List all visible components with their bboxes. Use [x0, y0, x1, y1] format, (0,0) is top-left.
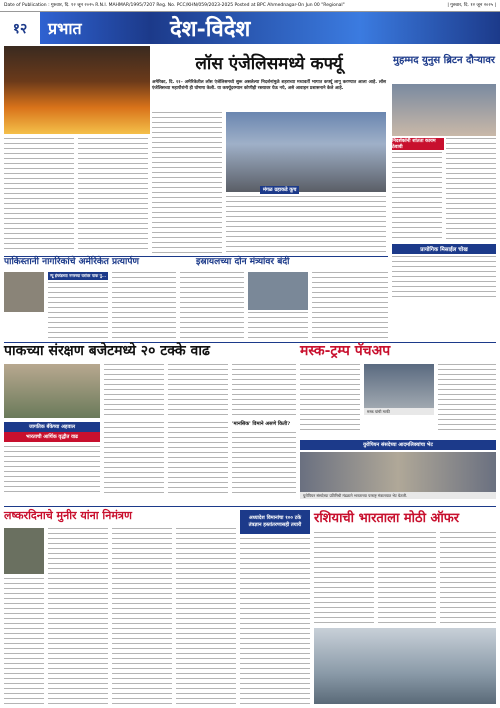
israel-body1 — [180, 272, 244, 340]
musk-photo-caption: मस्क यांची माफी — [364, 408, 434, 415]
israel-body3 — [312, 272, 388, 340]
israel-photo — [248, 272, 308, 310]
sharif-photo — [4, 364, 100, 418]
russia-body1 — [240, 538, 310, 704]
army-body2 — [112, 528, 172, 704]
pak-budget-body7 — [232, 432, 296, 496]
yunus-photo — [392, 84, 496, 136]
russia-body4 — [440, 532, 496, 624]
page-number: १२ — [0, 12, 40, 44]
pak-budget-inset-title: 'मानसिक' विमाने असणे किती? — [232, 421, 291, 427]
army-body1 — [48, 528, 108, 704]
la-headline: लॉस एंजेलिसमध्ये कर्फ्यू — [195, 54, 343, 74]
pak-citizens-photo — [4, 272, 44, 312]
la-lede: अमेरिका, दि. ११– अमेरिकेतील लॉस एंजेलिसमध्ये सुरू असलेल्या निदर्शनांमुळे शहराच्या मध्यवर्ती भागात कर्फ्यू लागू करण्यात आला आहे. लॉस एंजेलिसच्या महापौरांनी ही घोषणा केली. या कर्फ्यूदरम्यान कोणीही रस्त्यावर येऊ नये, असे आवाहन प्रशासनाने केले आहे. — [152, 80, 386, 91]
pak-budget-body2 — [168, 364, 228, 418]
dateline-right: | गुरुवार, दि. १२ जून २०२५ | — [447, 3, 496, 8]
pak-budget-body6 — [168, 422, 228, 496]
pak-budget-banner2: भारताची आर्थिक वृद्धीत वाढ — [4, 432, 100, 442]
russia-box: अध्यादेश विमानांचा १०० टके तंत्रज्ञान हस्तांतरणासही तयारी — [240, 510, 310, 534]
pak-budget-body5 — [104, 422, 164, 496]
dateline — [0, 0, 500, 12]
la-body-col4 — [226, 196, 386, 253]
la-photo-tag: मंगळ ग्रहाकडे कूच — [260, 186, 299, 194]
section-title: देश-विदेश — [150, 12, 500, 44]
masthead — [0, 12, 500, 44]
dateline-left: Date of Publication : गुरुवार, दि. १२ जून २०२५ R.N.I. MAHMAR/1995/7207 Reg. No. PCC/KHN/059/2023-2025 Posted at BPC Ahmednagar-On Jun 00 "Regional" — [4, 3, 345, 8]
pak-budget-banner1: जागतिक बँकेच्या अहवाल — [4, 422, 100, 432]
army-headline: लष्करदिनाचे मुनीर यांना निमंत्रण — [4, 509, 132, 522]
pak-citizens-headline: पाकिस्तानी नागरिकांचे अमेरिकेत प्रत्यार्पण — [4, 257, 139, 267]
pak-citizens-sub: न्यू इंग्लंडच्या नगरच्या घरांवर पाक पु... — [49, 273, 107, 278]
pak-citizens-body1 — [48, 282, 108, 340]
la-body-col2 — [78, 138, 148, 253]
yunus-headline: मुहम्मद युनुस ब्रिटन दौऱ्यावर — [392, 55, 496, 66]
army-body3 — [176, 528, 236, 704]
russia-body3 — [378, 532, 436, 624]
israel-body2 — [248, 312, 308, 340]
musk-banner: युरोपियन संसदेच्या आदमलिक्यांचा भेट — [300, 440, 496, 450]
israel-headline: इस्रायलच्या दोन मंत्र्यांवर बंदी — [196, 257, 290, 267]
musk-body2 — [438, 364, 496, 434]
pak-budget-body3 — [232, 364, 296, 418]
brand-logo: प्रभात — [40, 12, 150, 44]
yunus-body3 — [392, 256, 496, 298]
pak-citizens-body2 — [112, 272, 176, 340]
pak-budget-body1 — [104, 364, 164, 418]
yunus-body2 — [446, 138, 496, 242]
la-body-col1 — [4, 138, 74, 253]
yunus-body1 — [392, 152, 442, 242]
musk-caption: युरोपियन संसदेच्या प्रतिनिधी मंडळाने भारताच्या परराष्ट्र मंत्रालयात भेट घेतली. — [300, 492, 496, 499]
rule-3 — [4, 506, 496, 507]
fire-photo — [4, 46, 150, 134]
pak-budget-body4 — [4, 446, 100, 496]
army-body0 — [4, 578, 44, 704]
yunus-box-title: निदर्शकांनी शांतता कायम ठेवावी — [392, 138, 444, 150]
pak-budget-headline: पाकच्या संरक्षण बजेटमध्ये २० टक्के वाढ — [4, 343, 210, 359]
munir-photo — [4, 528, 44, 574]
la-body-col3 — [152, 112, 222, 253]
eu-delegation-photo — [300, 452, 496, 492]
russia-headline: रशियाची भारताला मोठी ऑफर — [314, 511, 460, 526]
musk-headline: मस्क-ट्रम्प पॅचअप — [300, 343, 391, 359]
russia-body2 — [314, 532, 374, 624]
su57-photo — [314, 628, 496, 704]
musk-photo — [364, 364, 434, 408]
yunus-banner: प्रायोगिक मिसाईल चोख — [392, 244, 496, 254]
musk-body1 — [300, 364, 360, 434]
la-photo — [226, 112, 386, 192]
